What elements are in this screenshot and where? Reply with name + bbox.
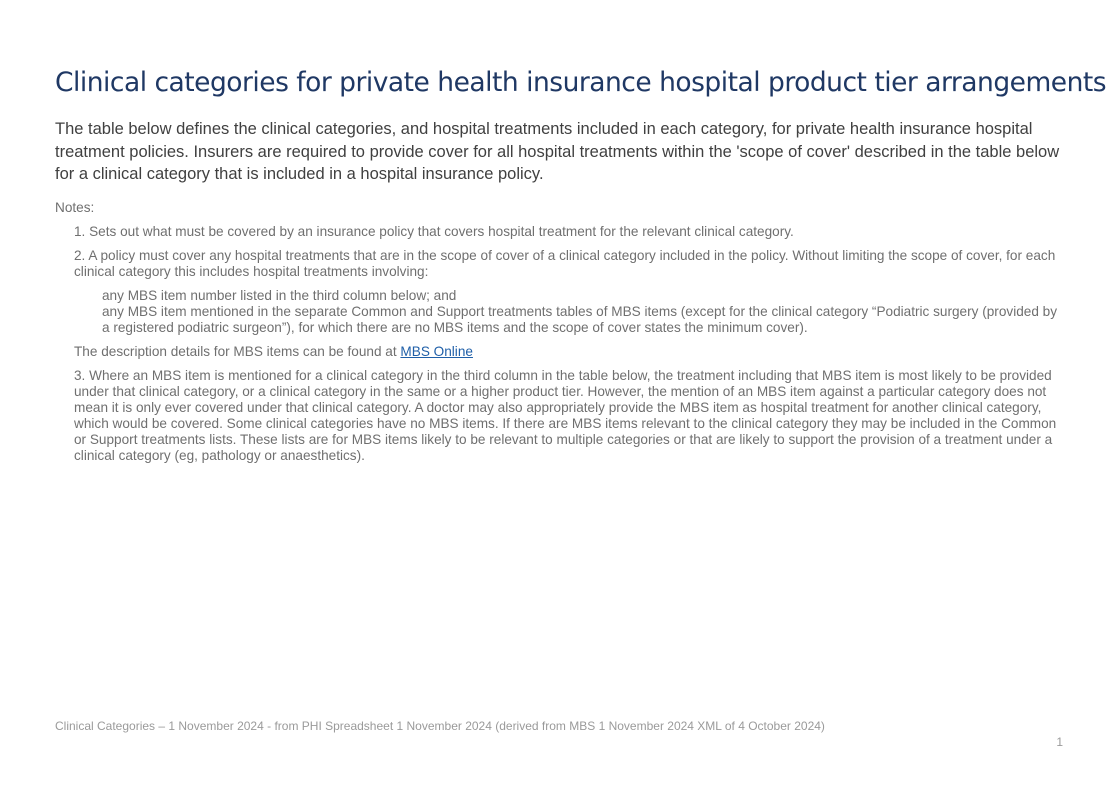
note-2-subitem: any MBS item number listed in the third column below; and — [102, 288, 457, 303]
notes-heading: Notes: — [55, 200, 95, 215]
intro-paragraph: The table below defines the clinical categories, and hospital treatments included in each category, for private health insurance hospital treatment policies. Insurers are required to provide cover for all hospital treatments within the 'scope of cover' described in the table below for a clinical category that is included in a hospital insurance policy. — [55, 120, 1060, 183]
note-2: 2. A policy must cover any hospital treatments that are in the scope of cover of a clinical category included in the policy. Without limiting the scope of cover, for each clinical category this includes hospital treatments involving: — [74, 248, 1056, 279]
page-number: 1 — [1056, 735, 1063, 749]
note-2-sublist — [55, 288, 1065, 336]
note-1: 1. Sets out what must be covered by an insurance policy that covers hospital treatment for the relevant clinical category. — [74, 224, 794, 239]
notes-section — [55, 200, 1065, 472]
page-title: Clinical categories for private health insurance hospital product tier arrangements — [55, 67, 1107, 98]
note-3: 3. Where an MBS item is mentioned for a clinical category in the third column in the table below, the treatment including that MBS item is most likely to be provided under that clinical category, or a clinical category in the same or a higher product tier. However, the mention of an MBS item against a particular category does not mean it is only ever covered under that clinical category. A doctor may also appropriately provide the MBS item as hospital treatment for another clinical category, which would be covered. Some clinical categories have no MBS items. If there are MBS items relevant to the clinical category they may be included in the Common or Support treatments lists. These lists are for MBS items likely to be relevant to multiple categories or that are likely to support the provision of a treatment under a clinical category (eg, pathology or anaesthetics). — [74, 368, 1057, 463]
mbs-online-line — [74, 344, 1065, 360]
footer-text: Clinical Categories – 1 November 2024 - from PHI Spreadsheet 1 November 2024 (derived from MBS 1 November 2024 XML of 4 October 2024) — [55, 719, 825, 733]
mbs-online-link[interactable]: MBS Online — [400, 344, 473, 359]
note-2-subitem: any MBS item mentioned in the separate Common and Support treatments tables of MBS items (except for the clinical category “Podiatric surgery (provided by a registered podiatric surgeon”), for which there are no MBS items and the scope of cover states the minimum cover). — [102, 304, 1058, 335]
mbs-online-prefix: The description details for MBS items can be found at — [74, 344, 401, 359]
